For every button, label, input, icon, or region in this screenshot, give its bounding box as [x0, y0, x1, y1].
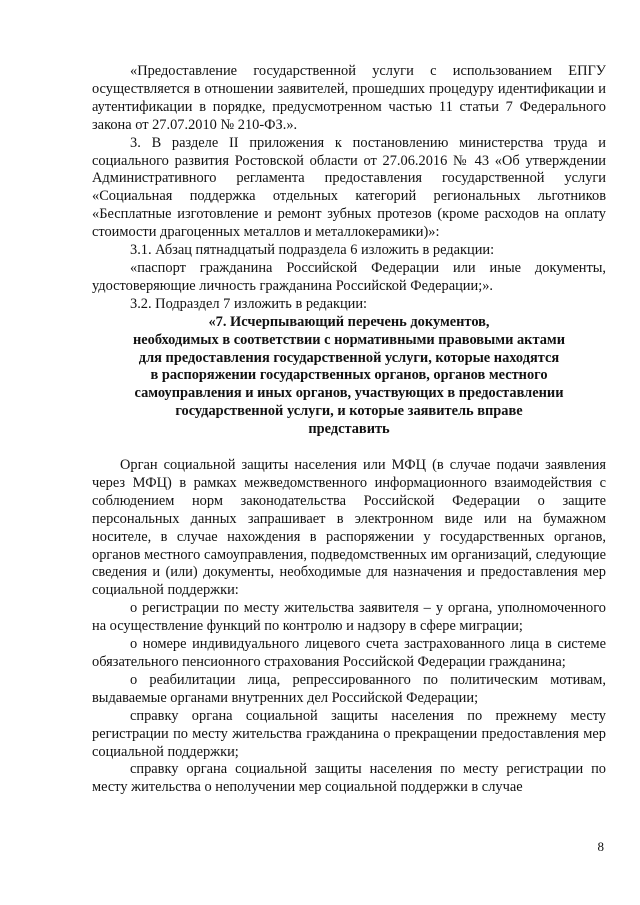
heading-line: представить [308, 421, 390, 438]
list-item-registration: о регистрации по месту жительства заявителя – у органа, уполномоченного на осуществление функций по контролю и надзору в сфере миграции; [92, 600, 606, 635]
list-item-termination-certificate: справку органа социальной защиты населения по прежнему месту регистрации по месту жительства гражданина о прекращении предоставления мер социальной поддержки; [92, 707, 606, 760]
heading-line: в распоряжении государственных органов, органов местного [150, 367, 548, 384]
paragraph-section-3-1: 3.1. Абзац пятнадцатый подраздела 6 изложить в редакции: [130, 242, 495, 259]
paragraph-section-3-2: 3.2. Подраздел 7 изложить в редакции: [130, 295, 368, 312]
paragraph-section-3: 3. В разделе II приложения к постановлению министерства труда и социального развития Ростовской области от 27.06.2016 № 43 «Об утверждении Административного регламента предоставления государственной услуги «Социальная поддержка отдельных категорий региональных льготников «Бесплатные изготовление и ремонт зубных протезов (кроме расходов на оплату стоимости драгоценных металлов и металлокерамики)»: [92, 134, 606, 241]
paragraph-social-protection-body: Орган социальной защиты населения или МФЦ (в случае подачи заявления через МФЦ) в рамках межведомственного информационного взаимодействия с соблюдением норм законодательства Российской Федерации о защите персональных данных запрашивает в электронном виде или на бумажном носителе, в случае нахождения в распоряжении у государственных органов, органов местного самоуправления, подведомственных им организаций, следующие сведения и (или) документы, необходимые для назначения и предоставления мер социальной поддержки: [92, 457, 606, 599]
paragraph-epgu: «Предоставление государственной услуги с использованием ЕПГУ осуществляется в отношении заявителей, прошедших процедуру идентификации и аутентификации в порядке, предусмотренном частью 11 статьи 7 Федерального закона от 27.07.2010 № 210-ФЗ.». [92, 63, 606, 133]
page-number: 8 [597, 839, 604, 854]
heading-line: самоуправления и иных органов, участвующих в предоставлении [134, 385, 564, 402]
heading-line: «7. Исчерпывающий перечень документов, [208, 313, 490, 330]
list-item-non-receipt-certificate: справку органа социальной защиты населения по месту регистрации по месту жительства о неполучении мер социальной поддержки в случае [92, 761, 606, 796]
list-item-pension-account: о номере индивидуального лицевого счета застрахованного лица в системе обязательного пенсионного страхования Российской Федерации гражданина; [92, 636, 606, 670]
heading-line: для предоставления государственной услуги, которые находятся [138, 349, 560, 366]
section-7-heading [92, 314, 606, 439]
list-item-rehabilitation: о реабилитации лица, репрессированного по политическим мотивам, выдаваемые органами внутренних дел Российской Федерации; [92, 671, 606, 706]
heading-line: государственной услуги, и которые заявитель вправе [175, 403, 523, 420]
paragraph-passport: «паспорт гражданина Российской Федерации или иные документы, удостоверяющие личность гражданина Российской Федерации;». [92, 259, 606, 294]
document-body [92, 63, 606, 797]
heading-line: необходимых в соответствии с нормативными правовыми актами [132, 331, 566, 348]
